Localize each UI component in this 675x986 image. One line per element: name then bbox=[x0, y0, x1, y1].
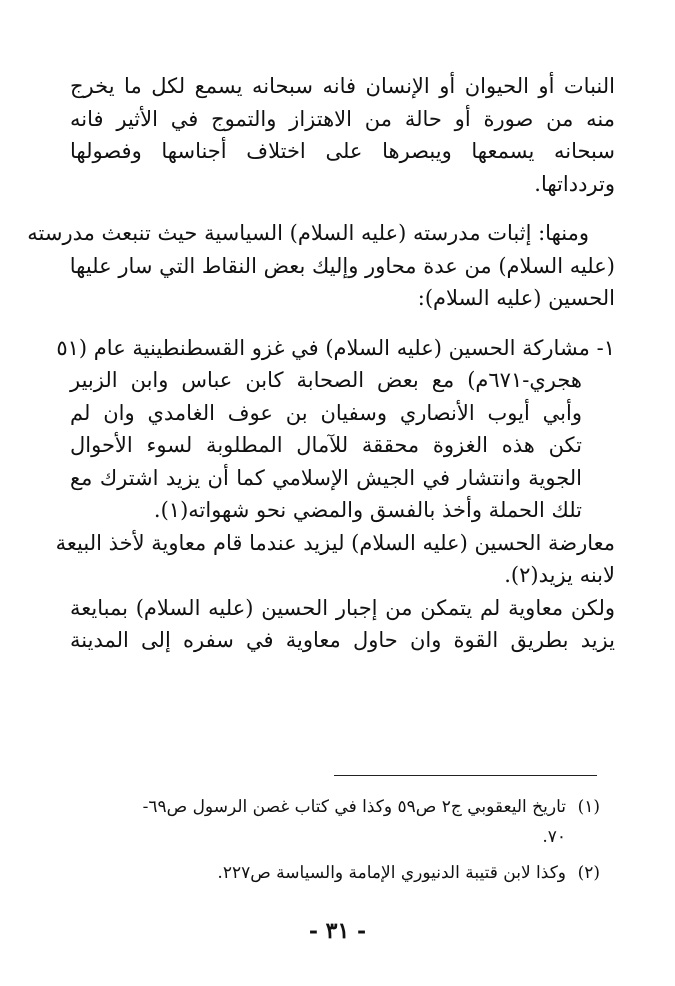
paragraph-1 bbox=[70, 70, 615, 200]
footnote-number: (١) bbox=[577, 797, 600, 817]
text-line: تكن هذه الغزوة محققة للآمال المطلوبة لسوء الأحوال bbox=[70, 433, 582, 457]
text-line: ولكن معاوية لم يتمكن من إجبار الحسين (عليه السلام) بمبايعة bbox=[70, 595, 615, 620]
text-line: ومنها: إثبات مدرسته (عليه السلام) السياسية حيث تنبعث مدرسته bbox=[27, 221, 589, 245]
footnote-text: تاريخ اليعقوبي ج٢ ص٥٩ وكذا في كتاب غصن الرسول ص٦٩- bbox=[142, 797, 566, 817]
text-line: معارضة الحسين (عليه السلام) ليزيد عندما قام معاوية لأخذ البيعة bbox=[55, 530, 615, 555]
text-line: الجوية وانتشار في الجيش الإسلامي كما أن يزيد اشترك مع bbox=[70, 465, 582, 490]
paragraph-2 bbox=[27, 217, 615, 315]
text-line: وتردداتها. bbox=[534, 171, 615, 196]
text-line: وأبي أيوب الأنصاري وسفيان بن عوف الغامدي وان لم bbox=[70, 400, 582, 425]
paragraph-3 bbox=[55, 332, 615, 657]
footnote-separator bbox=[334, 775, 597, 776]
text-line: هجري-٦٧١م) مع بعض الصحابة كابن عباس وابن الزبير bbox=[70, 368, 582, 392]
text-line: تلك الحملة وأخذ بالفسق والمضي نحو شهواته(١). bbox=[153, 498, 582, 522]
text-line: لابنه يزيد(٢). bbox=[504, 563, 615, 587]
footnote-continuation: ٧٠. bbox=[542, 827, 566, 847]
text-line: النبات أو الحيوان أو الإنسان فانه سبحانه يسمع لكل ما يخرج bbox=[70, 74, 615, 98]
text-line: ١- مشاركة الحسين (عليه السلام) في غزو القسطنطينية عام (٥١ bbox=[56, 335, 615, 360]
text-line: الحسين (عليه السلام): bbox=[417, 286, 615, 310]
text-line: منه من صورة أو حالة من الاهتزاز والتموج في الأثير فانه bbox=[70, 106, 615, 131]
footnote-1 bbox=[70, 792, 600, 822]
text-line: يزيد بطريق القوة وان حاول معاوية في سفره إلى المدينة bbox=[70, 628, 615, 652]
footnote-2 bbox=[70, 858, 600, 888]
text-line: سبحانه يسمعها ويبصرها على اختلاف أجناسها وفصولها bbox=[70, 139, 615, 163]
text-line: (عليه السلام) من عدة محاور وإليك بعض النقاط التي سار عليها bbox=[69, 253, 615, 278]
footnote-text: وكذا لابن قتيبة الدنيوري الإمامة والسياسة ص٢٢٧. bbox=[217, 863, 566, 883]
footnotes bbox=[70, 792, 600, 888]
footnote-number: (٢) bbox=[577, 863, 600, 883]
page-number: - ٣١ - bbox=[308, 918, 367, 944]
main-text bbox=[27, 70, 615, 657]
